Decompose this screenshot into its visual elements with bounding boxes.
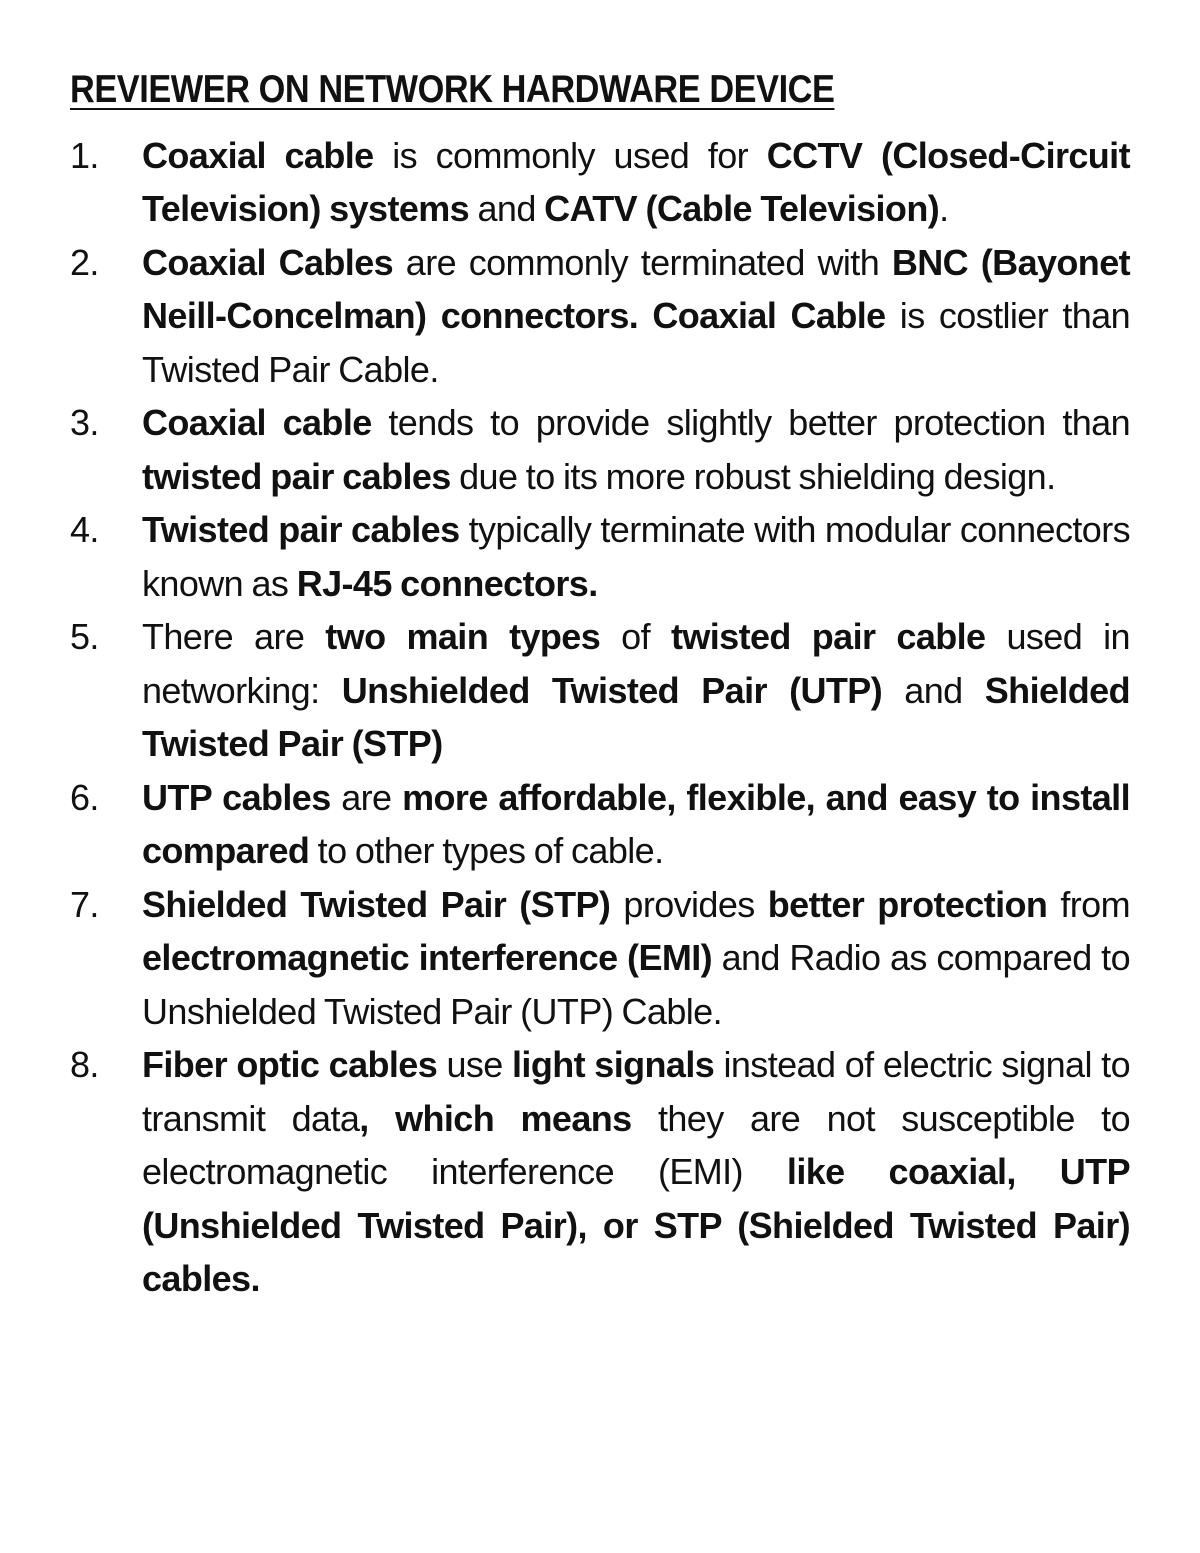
text-segment: instead of electric signal to transmit data <box>142 1044 1130 1139</box>
text-segment: used in networking: <box>142 616 1130 711</box>
bold-text-segment: better protection <box>767 883 1048 925</box>
bold-text-segment: Twisted pair cables <box>142 509 460 551</box>
bold-text-segment: RJ-45 connectors. <box>296 562 598 604</box>
list-item <box>70 610 1130 771</box>
bold-text-segment: CATV (Cable Television) <box>544 188 940 230</box>
list-item <box>70 771 1130 878</box>
list-item <box>70 503 1130 610</box>
bold-text-segment: Shielded Twisted Pair (STP) <box>142 883 611 925</box>
bold-text-segment: light signals <box>512 1044 715 1086</box>
bold-text-segment: electromagnetic interference (EMI) <box>142 937 713 979</box>
bold-text-segment: Shielded Twisted Pair (STP) <box>142 669 1130 765</box>
list-item <box>70 129 1130 236</box>
list-item <box>70 878 1130 1039</box>
text-segment: to other types of cable. <box>309 830 664 872</box>
list-item-number: 1. <box>70 134 99 176</box>
text-segment: due to its more robust shielding design. <box>450 455 1056 497</box>
bold-text-segment: twisted pair cables <box>142 455 451 497</box>
list-item-text <box>142 777 1130 872</box>
text-segment: use <box>437 1044 513 1086</box>
list-item-number: 5. <box>70 616 99 658</box>
list-item-number: 2. <box>70 241 99 283</box>
bold-text-segment: more affordable, flexible, and easy to install compared <box>142 776 1130 872</box>
text-segment: is costlier than Twisted Pair Cable. <box>142 295 1130 390</box>
list-item-text <box>142 242 1130 390</box>
bold-text-segment: two main types <box>325 616 601 658</box>
bold-text-segment: Fiber optic cables <box>142 1044 438 1086</box>
text-segment: they are not susceptible to electromagnetic interference (EMI) <box>142 1097 1130 1193</box>
text-segment: . <box>939 188 949 230</box>
list-item-text <box>142 135 1130 230</box>
list-item-number: 6. <box>70 776 99 818</box>
text-segment: and Radio as compared to Unshielded Twisted Pair (UTP) Cable. <box>142 937 1130 1032</box>
bold-text-segment: CCTV (Closed-Circuit Television) systems <box>142 134 1130 230</box>
list-item <box>70 396 1130 503</box>
text-segment: and <box>882 669 985 711</box>
text-segment: and <box>469 188 545 230</box>
list-item-text <box>142 884 1130 1032</box>
list-item-text <box>142 1044 1130 1299</box>
list-item-text <box>142 402 1130 497</box>
text-segment: is commonly used for <box>373 134 767 176</box>
text-segment: from <box>1047 883 1130 925</box>
text-segment: provides <box>610 883 768 925</box>
list-item <box>70 236 1130 397</box>
bold-text-segment: , which means <box>359 1097 632 1139</box>
text-segment: are commonly terminated with <box>393 241 892 283</box>
document-title: REVIEWER ON NETWORK HARDWARE DEVICE <box>70 68 835 111</box>
text-segment: tends to provide slightly better protection than <box>371 402 1130 444</box>
text-segment: typically terminate with modular connectors known as <box>142 509 1130 604</box>
bold-text-segment: Coaxial cable <box>142 402 372 444</box>
reviewer-list <box>70 129 1130 1306</box>
bold-text-segment: like coaxial, UTP (Unshielded Twisted Pair), or STP (Shielded Twisted Pair) cables. <box>142 1151 1130 1300</box>
bold-text-segment: Unshielded Twisted Pair (UTP) <box>341 669 883 711</box>
text-segment: There are <box>142 616 326 658</box>
list-item-number: 4. <box>70 509 99 551</box>
bold-text-segment: BNC (Bayonet Neill-Concelman) connectors. Coaxial Cable <box>142 241 1130 337</box>
list-item-text <box>142 616 1130 764</box>
bold-text-segment: twisted pair cable <box>670 616 986 658</box>
list-item-text <box>142 509 1130 604</box>
list-item <box>70 1038 1130 1306</box>
text-segment: of <box>600 616 671 658</box>
bold-text-segment: UTP cables <box>142 776 331 818</box>
bold-text-segment: Coaxial Cables <box>142 241 394 283</box>
list-item-number: 3. <box>70 402 99 444</box>
bold-text-segment: Coaxial cable <box>142 134 374 176</box>
text-segment: are <box>330 776 403 818</box>
list-item-number: 7. <box>70 883 99 925</box>
list-item-number: 8. <box>70 1044 99 1086</box>
